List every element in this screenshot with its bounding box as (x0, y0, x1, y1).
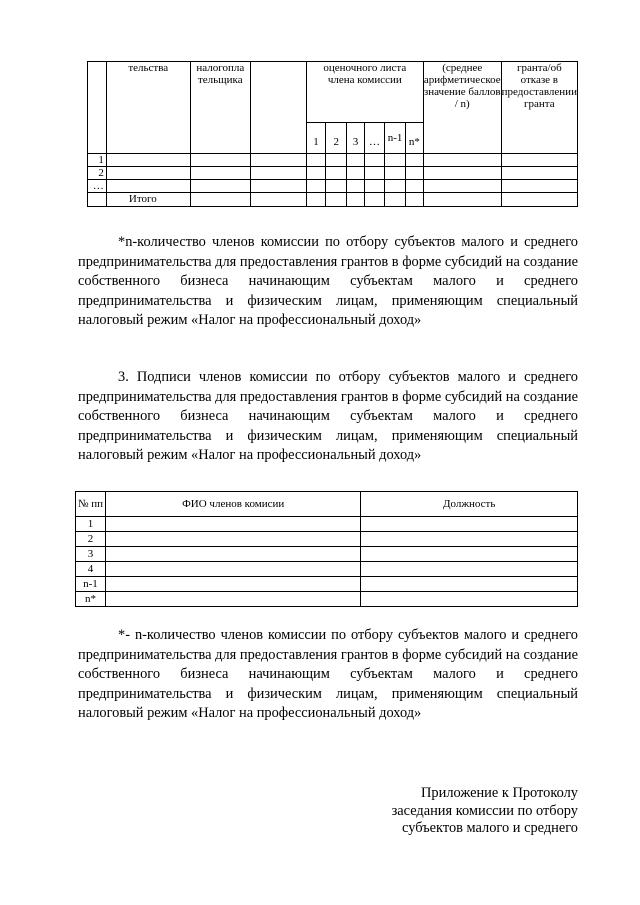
row-number: 1 (76, 517, 106, 532)
footnote-1: *n-количество членов комиссии по отбору субъектов малого и среднего предпринимательства для предоставления грантов в форме субсидий на создание собственного бизнеса начинающим субъектам малого и среднего предпринимательства и физическим лицам, применяющим специальный налоговый режим «Налог на профессиональный доход» (78, 234, 578, 328)
sub-header-1: 1 (306, 123, 325, 154)
header-cell-num (88, 62, 107, 154)
table-row (76, 562, 578, 577)
sub-header-6: n* (406, 123, 424, 154)
row-number: n* (76, 592, 106, 607)
row-number: 3 (76, 547, 106, 562)
table-row (76, 532, 578, 547)
header-cell-4 (251, 62, 307, 154)
appendix-line-1: Приложение к Протоколу (421, 785, 578, 801)
sub-header-3: 3 (347, 123, 365, 154)
row-number: … (88, 180, 107, 193)
table-row (76, 547, 578, 562)
row-number: 2 (88, 167, 107, 180)
row-number: 4 (76, 562, 106, 577)
table-row (76, 517, 578, 532)
row-number: 1 (88, 154, 107, 167)
evaluation-table (87, 61, 578, 207)
sub-header-2: 2 (326, 123, 347, 154)
total-label: Итого (106, 193, 190, 207)
table-row (76, 592, 578, 607)
header-cell-3: налогоплательщика (190, 62, 250, 154)
row-number: 2 (76, 532, 106, 547)
sub-header-4: … (364, 123, 384, 154)
header-name: ФИО членов комисии (105, 492, 360, 517)
header-num: № пп (76, 492, 106, 517)
appendix-line-3: субъектов малого и среднего (402, 820, 578, 836)
section-3-text: 3. Подписи членов комиссии по отбору субъектов малого и среднего предпринимательства для предоставления грантов в форме субсидий на создание собственного бизнеса начинающим субъектам малого и среднего предпринимательства и физическим лицам, применяющим специальный налоговый режим «Налог на профессиональный доход» (78, 369, 578, 463)
row-number: n-1 (76, 577, 106, 592)
table-row (88, 167, 578, 180)
footnote-2: *- n-количество членов комиссии по отбору субъектов малого и среднего предпринимательства для предоставления грантов в форме субсидий на создание собственного бизнеса начинающим субъектам малого и среднего предпринимательства и физическим лицам, применяющим специальный налоговый режим «Налог на профессиональный доход» (78, 627, 578, 721)
table-row (88, 154, 578, 167)
header-cell-6: (среднее арифметическое значение баллов / n) (423, 62, 501, 154)
table-row (76, 577, 578, 592)
appendix-line-2: заседания комиссии по отбору (391, 802, 578, 819)
sub-header-5: n-1 (385, 123, 406, 154)
appendix-heading (392, 785, 578, 838)
header-cell-5: оценочного листа члена комиссии (306, 62, 423, 123)
signatures-table (75, 491, 578, 607)
header-cell-2: тельства (106, 62, 190, 154)
table-row (88, 180, 578, 193)
header-position: Должность (361, 492, 578, 517)
total-row (88, 193, 578, 207)
header-cell-7: гранта/об отказе в предоставлении гранта (501, 62, 577, 154)
